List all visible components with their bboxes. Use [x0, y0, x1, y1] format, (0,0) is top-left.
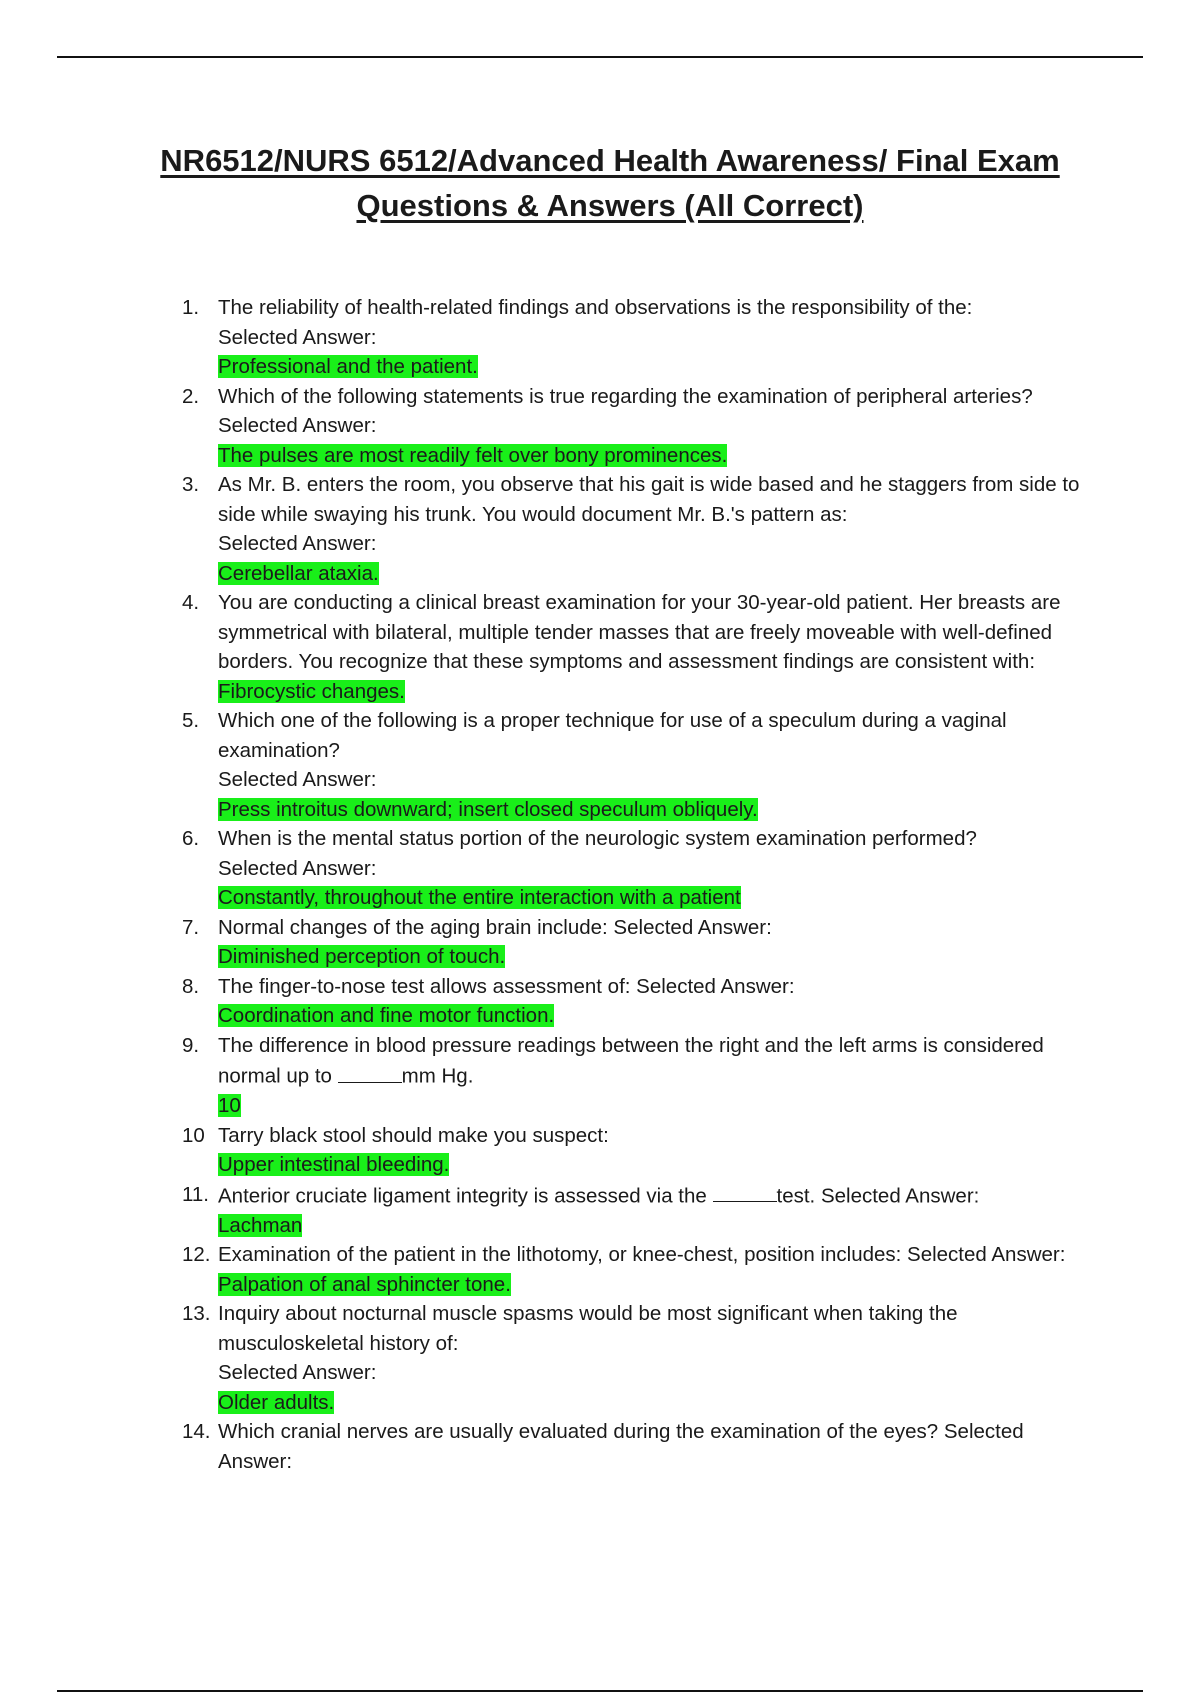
- question-14: [182, 1417, 1082, 1476]
- question-text: [218, 1180, 1082, 1211]
- question-text-after-blank: test. Selected Answer:: [776, 1184, 980, 1208]
- document-title: [60, 138, 1160, 228]
- title-line-2: Questions & Answers (All Correct): [356, 188, 864, 223]
- answer-highlight: Palpation of anal sphincter tone.: [218, 1272, 511, 1296]
- question-text: [218, 1031, 1082, 1092]
- answer-highlight: Older adults.: [218, 1390, 335, 1414]
- top-rule: [57, 56, 1143, 58]
- title-line-1: NR6512/NURS 6512/Advanced Health Awareness/ Final Exam: [160, 143, 1060, 178]
- answer-highlight: Constantly, throughout the entire interaction with a patient: [218, 886, 741, 909]
- answer-highlight: Diminished perception of touch.: [218, 945, 506, 968]
- question-number: 9.: [182, 1033, 200, 1057]
- question-2: [182, 382, 1082, 471]
- selected-answer-label: Selected Answer:: [218, 325, 377, 349]
- question-number: 11.: [182, 1182, 209, 1206]
- question-number: 14.: [182, 1420, 211, 1444]
- question-13: [182, 1299, 1082, 1417]
- question-text: You are conducting a clinical breast examination for your 30-year-old patient. Her breasts are symmetrical with bilateral, multiple tender masses that are freely moveable with well-defined borders. You recognize that these symptoms and assessment findings are consistent with:: [218, 591, 1061, 673]
- question-text: The reliability of health-related findings and observations is the responsibility of the:: [218, 296, 973, 319]
- question-number: 8.: [182, 974, 200, 998]
- question-text-before-blank: The difference in blood pressure readings between the right and the left arms is considered normal up to: [218, 1033, 1044, 1088]
- question-text: Examination of the patient in the lithotomy, or knee-chest, position includes: Selected Answer:: [218, 1243, 1066, 1267]
- question-text: When is the mental status portion of the neurologic system examination performed?: [218, 827, 977, 850]
- question-number: 7.: [182, 915, 200, 939]
- question-10: [182, 1121, 1082, 1180]
- question-text: Which of the following statements is true regarding the examination of peripheral arteries?: [218, 384, 1033, 408]
- bottom-rule: [57, 1690, 1143, 1692]
- question-number: 10: [182, 1123, 205, 1147]
- question-number: 12.: [182, 1243, 211, 1267]
- question-9: [182, 1031, 1082, 1121]
- answer-highlight: Upper intestinal bleeding.: [218, 1153, 450, 1177]
- question-text: Which cranial nerves are usually evaluated during the examination of the eyes? Selected Answer:: [218, 1420, 1024, 1473]
- question-text: Which one of the following is a proper technique for use of a speculum during a vaginal examination?: [218, 709, 1007, 762]
- selected-answer-label: Selected Answer:: [218, 768, 377, 791]
- fill-in-blank: [713, 1180, 777, 1203]
- question-number: 1.: [182, 296, 200, 319]
- question-text-after-blank: mm Hg.: [401, 1064, 474, 1088]
- question-12: [182, 1240, 1082, 1299]
- question-text: Inquiry about nocturnal muscle spasms would be most significant when taking the musculoskeletal history of:: [218, 1302, 958, 1355]
- answer-highlight: The pulses are most readily felt over bony prominences.: [218, 443, 728, 467]
- question-text-before-blank: Anterior cruciate ligament integrity is assessed via the: [218, 1184, 713, 1208]
- answer-highlight: Press introitus downward; insert closed speculum obliquely.: [218, 797, 758, 821]
- question-text: The finger-to-nose test allows assessment of: Selected Answer:: [218, 974, 795, 998]
- answer-highlight: 10: [218, 1094, 241, 1118]
- question-1: [182, 293, 1082, 382]
- question-7: [182, 913, 1082, 972]
- question-number: 3.: [182, 473, 200, 496]
- fill-in-blank: [338, 1060, 402, 1083]
- question-list: [182, 293, 1082, 1476]
- question-text: Normal changes of the aging brain include: Selected Answer:: [218, 915, 772, 939]
- selected-answer-label: Selected Answer:: [218, 532, 377, 555]
- answer-highlight: Coordination and fine motor function.: [218, 1004, 555, 1027]
- answer-highlight: Cerebellar ataxia.: [218, 561, 379, 585]
- answer-highlight: Professional and the patient.: [218, 355, 478, 378]
- question-number: 2.: [182, 384, 200, 408]
- question-5: [182, 706, 1082, 824]
- selected-answer-label: Selected Answer:: [218, 856, 377, 880]
- question-4: [182, 588, 1082, 706]
- question-3: [182, 470, 1082, 588]
- question-text: As Mr. B. enters the room, you observe that his gait is wide based and he staggers from side to side while swaying his trunk. You would document Mr. B.'s pattern as:: [218, 473, 1080, 526]
- question-text: Tarry black stool should make you suspect:: [218, 1123, 609, 1147]
- question-11: [182, 1180, 1082, 1241]
- selected-answer-label: Selected Answer:: [218, 414, 377, 437]
- question-6: [182, 824, 1082, 913]
- question-number: 6.: [182, 827, 200, 850]
- question-number: 4.: [182, 591, 200, 614]
- question-8: [182, 972, 1082, 1031]
- answer-highlight: Lachman: [218, 1213, 303, 1237]
- selected-answer-label: Selected Answer:: [218, 1361, 377, 1385]
- answer-highlight: Fibrocystic changes.: [218, 679, 405, 703]
- question-number: 5.: [182, 709, 200, 732]
- question-number: 13.: [182, 1302, 211, 1326]
